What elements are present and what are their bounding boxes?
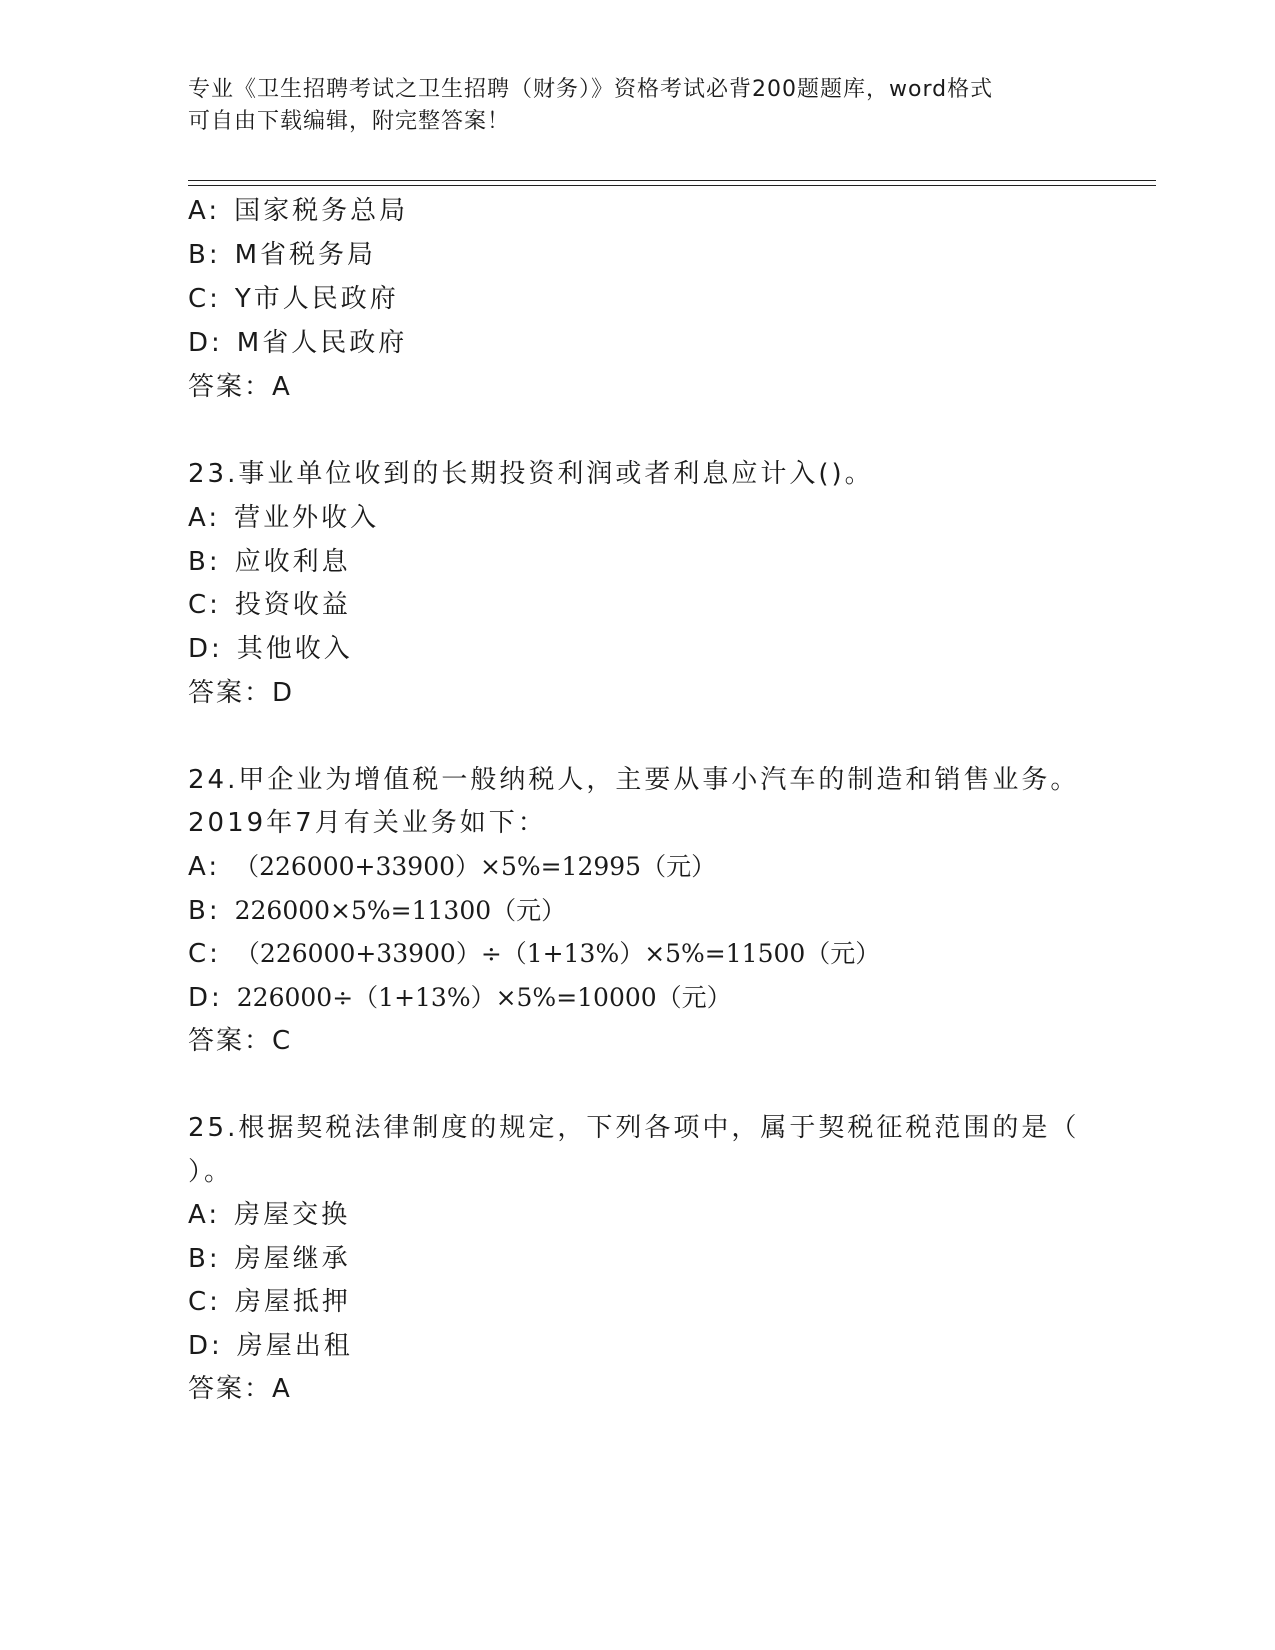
- q24-option-d: [188, 981, 732, 1015]
- q25-stem-line-1: 25.根据契税法律制度的规定，下列各项中，属于契税征税范围的是（: [188, 1113, 1080, 1143]
- option-key: A:: [188, 196, 221, 226]
- q22-option-a: [188, 194, 408, 228]
- option-text: 营业外收入: [234, 503, 380, 533]
- header-line-2: 可自由下载编辑，附完整答案！: [188, 109, 511, 134]
- q22-answer: 答案：A: [188, 372, 292, 402]
- option-text: 其他收入: [236, 634, 353, 664]
- option-key: C:: [188, 284, 221, 314]
- q23-option-c: [188, 588, 351, 622]
- option-key: D:: [188, 1331, 223, 1361]
- header-divider-top: [188, 180, 1156, 181]
- q25-answer: 答案：A: [188, 1374, 292, 1404]
- q24-stem-line-2: 2019年7月有关业务如下：: [188, 808, 547, 838]
- q24-option-c: [188, 937, 880, 971]
- q23-stem: 23.事业单位收到的长期投资利润或者利息应计入()。: [188, 459, 874, 489]
- option-key: B:: [188, 896, 221, 926]
- header-line-1: 专业《卫生招聘考试之卫生招聘（财务）》资格考试必背200题题库，word格式: [188, 77, 994, 102]
- option-text: （226000+33900）÷（1+13%）×5%=11500（元）: [234, 939, 881, 968]
- option-key: A:: [188, 1200, 221, 1230]
- option-text: 国家税务总局: [234, 196, 409, 226]
- q25-option-a: [188, 1198, 350, 1232]
- option-text: 226000×5%=11300（元）: [234, 896, 567, 925]
- option-key: B:: [188, 240, 221, 270]
- option-text: M省人民政府: [236, 328, 408, 358]
- q25-stem-line-2: ）。: [188, 1157, 234, 1187]
- option-key: D:: [188, 328, 223, 358]
- option-key: D:: [188, 634, 223, 664]
- q23-option-b: [188, 545, 351, 579]
- option-text: 应收利息: [234, 547, 351, 577]
- option-key: B:: [188, 547, 221, 577]
- q24-option-a: [188, 850, 716, 884]
- q24-stem-line-1: 24.甲企业为增值税一般纳税人，主要从事小汽车的制造和销售业务。: [188, 765, 1080, 795]
- option-key: B:: [188, 1244, 221, 1274]
- option-key: D:: [188, 983, 223, 1013]
- q22-option-d: [188, 326, 407, 360]
- option-key: C:: [188, 1287, 221, 1317]
- q24-option-b: [188, 894, 566, 928]
- q23-option-a: [188, 501, 379, 535]
- option-text: 226000÷（1+13%）×5%=10000（元）: [236, 983, 732, 1012]
- option-key: C:: [188, 590, 221, 620]
- q25-option-b: [188, 1242, 351, 1276]
- q25-option-d: [188, 1329, 353, 1363]
- option-key: A:: [188, 503, 221, 533]
- option-text: 房屋交换: [234, 1200, 351, 1230]
- option-text: （226000+33900）×5%=12995（元）: [234, 852, 717, 881]
- header-divider-bottom: [188, 185, 1156, 186]
- q23-option-d: [188, 632, 353, 666]
- q24-answer: 答案：C: [188, 1026, 293, 1056]
- document-header: [188, 74, 1088, 138]
- q23-answer: 答案：D: [188, 678, 295, 708]
- option-text: 投资收益: [234, 590, 351, 620]
- q22-option-c: [188, 282, 399, 316]
- option-key: A:: [188, 852, 221, 882]
- option-text: Y市人民政府: [234, 284, 399, 314]
- option-text: 房屋继承: [234, 1244, 351, 1274]
- q25-option-c: [188, 1285, 351, 1319]
- option-text: 房屋出租: [236, 1331, 353, 1361]
- option-text: 房屋抵押: [234, 1287, 351, 1317]
- option-text: M省税务局: [234, 240, 377, 270]
- option-key: C:: [188, 939, 221, 969]
- q22-option-b: [188, 238, 376, 272]
